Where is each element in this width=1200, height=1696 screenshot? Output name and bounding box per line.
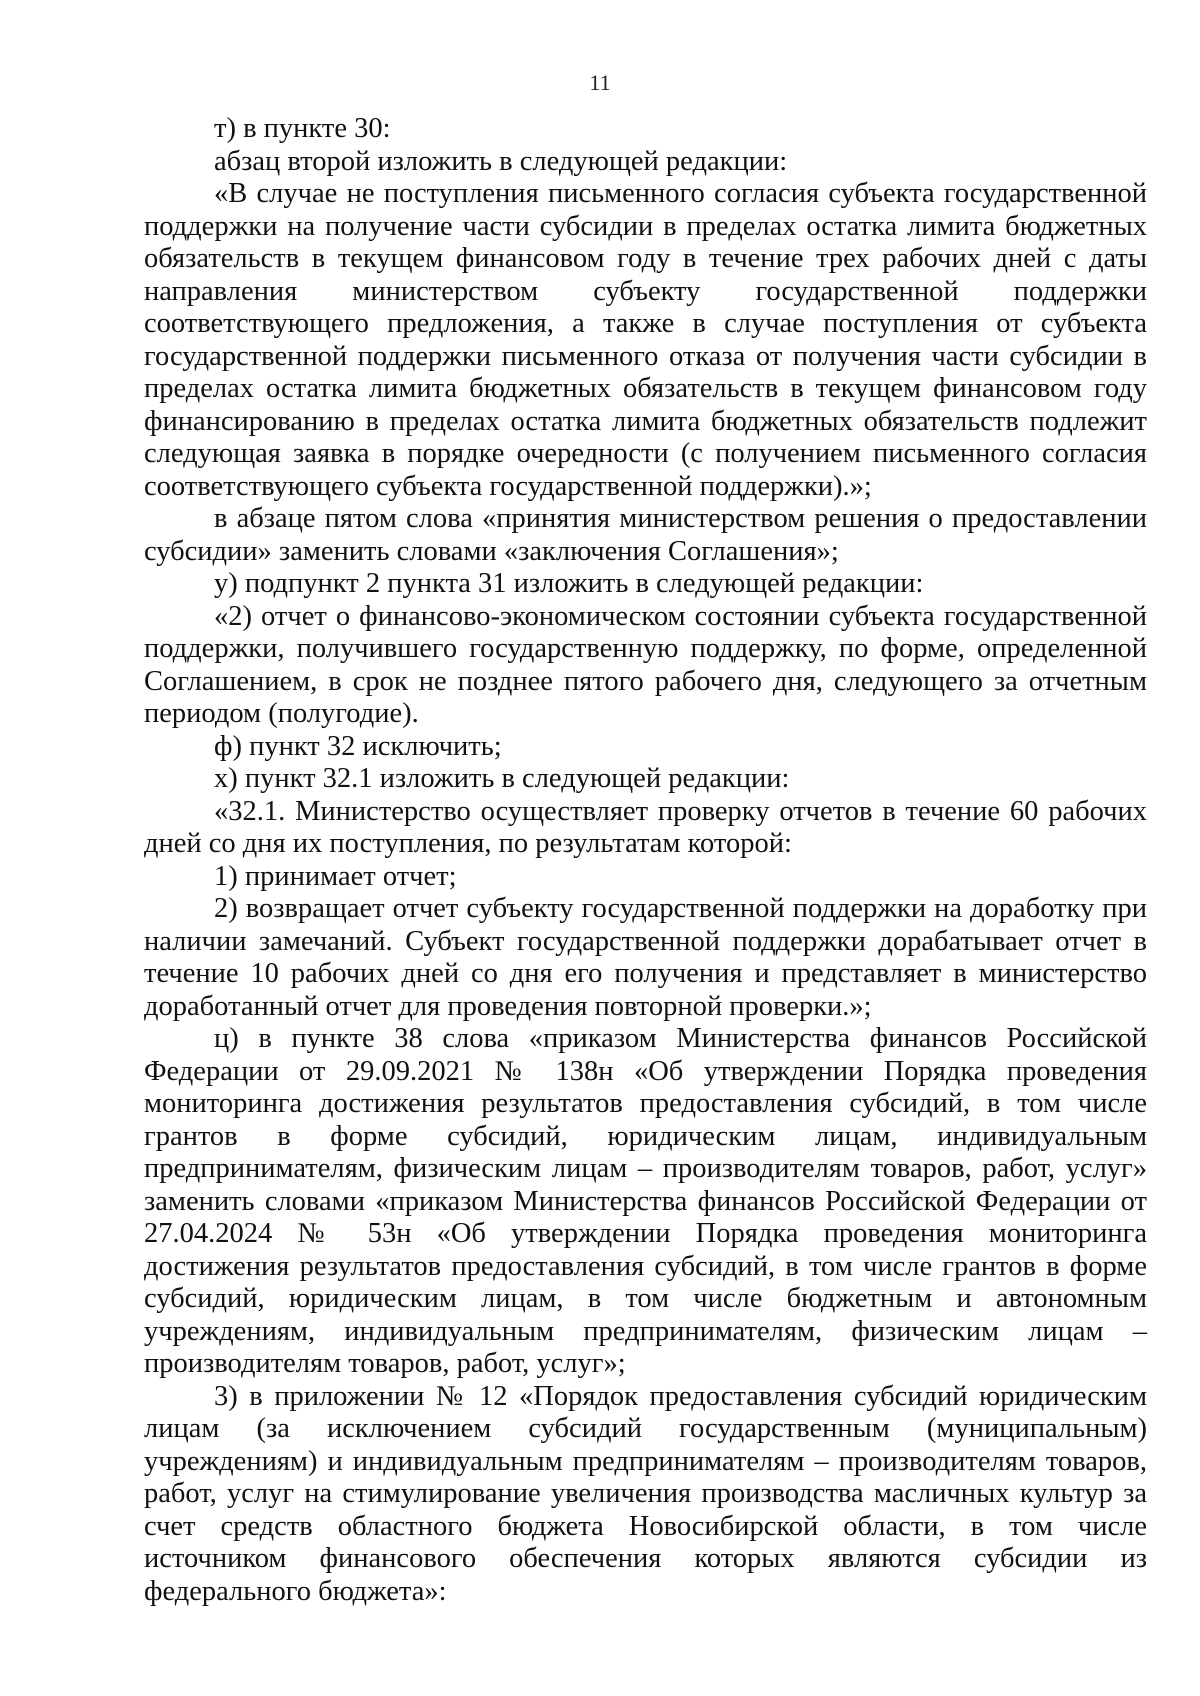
paragraph-t: т) в пункте 30: [214, 113, 391, 144]
paragraph-ts: ц) в пункте 38 слова «приказом Министерства финансов Российской Федерации от 29.09.2021 № 138н «Об утверждении Порядка проведения мониторинга достижения результатов предоставления субсидий, в том числе грантов в форме субсидий, юридическим лицам, индивидуальным предпринимателям, физическим лицам – производителям товаров, работ, услуг» заменить словами «приказом Министерства финансов Российской Федерации от 27.04.2024 № 53н «Об утверждении Порядка проведения мониторинга достижения результатов предоставления субсидий, в том числе грантов в форме субсидий, юридическим лицам, в том числе бюджетным и автономным учреждениям, индивидуальным предпринимателям, физическим лицам – производителям товаров, работ, услуг»; [144, 1023, 1147, 1379]
paragraph-h: х) пункт 32.1 изложить в следующей редакции: [214, 763, 790, 794]
paragraph-item-1: 1) принимает отчет; [214, 860, 457, 892]
paragraph-abzac-vtoroy: абзац второй изложить в следующей редакции: [214, 145, 788, 177]
document-body [144, 113, 1147, 1608]
page-number: 11 [589, 70, 611, 95]
paragraph-appendix-12: 3) в приложении № 12 «Порядок предоставления субсидий юридическим лицам (за исключением субсидий государственным (муниципальным) учреждениям) и индивидуальным предпринимателям – производителям товаров, работ, услуг на стимулирование увеличения производства масличных культур за счет средств областного бюджета Новосибирской области, в том числе источником финансового обеспечения которых являются субсидии из федерального бюджета»: [144, 1380, 1147, 1607]
paragraph-abzac-pyatyy: в абзаце пятом слова «принятия министерством решения о предоставлении субсидии» заменить словами «заключения Соглашения»; [144, 503, 1147, 567]
paragraph-quote-subpoint-2: «2) отчет о финансово-экономическом состоянии субъекта государственной поддержки, получившего государственную поддержку, по форме, определенной Соглашением, в срок не позднее пятого рабочего дня, следующего за отчетным периодом (полугодие). [144, 600, 1147, 729]
paragraph-item-2: 2) возвращает отчет субъекту государственной поддержки на доработку при наличии замечаний. Субъект государственной поддержки дорабатывает отчет в течение 10 рабочих дней со дня его получения и представляет в министерство доработанный отчет для проведения повторной проверки.»; [144, 893, 1147, 1022]
paragraph-f: ф) пункт 32 исключить; [214, 730, 502, 762]
paragraph-quote-point-30: «В случае не поступления письменного согласия субъекта государственной поддержки на получение части субсидии в пределах остатка лимита бюджетных обязательств в текущем финансовом году в течение трех рабочих дней с даты направления министерством субъекту государственной поддержки соответствующего предложения, а также в случае поступления от субъекта государственной поддержки письменного отказа от получения части субсидии в пределах остатка лимита бюджетных обязательств в текущем финансовом году финансированию в пределах остатка лимита бюджетных обязательств подлежит следующая заявка в порядке очередности (с получением письменного согласия соответствующего субъекта государственной поддержки).»; [144, 178, 1147, 502]
paragraph-u: у) подпункт 2 пункта 31 изложить в следующей редакции: [214, 568, 924, 599]
paragraph-quote-32-1: «32.1. Министерство осуществляет проверку отчетов в течение 60 рабочих дней со дня их поступления, по результатам которой: [144, 795, 1147, 859]
